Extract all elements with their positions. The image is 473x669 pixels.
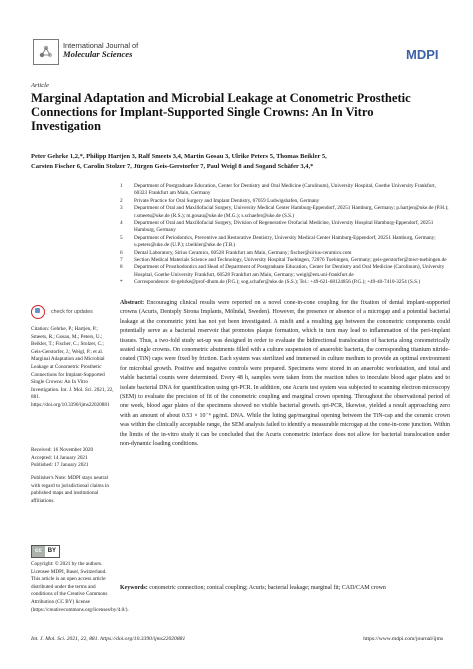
affiliation-item: 6 Dental Laboratory, Sirius Ceramics, 60528 Frankfurt am Main, Germany; fischer@sirius-ceramics.com bbox=[120, 249, 352, 256]
keywords-text: conometric connection; conical coupling; Acuris; bacterial leakage; marginal fit; CAD/CAM crown bbox=[149, 585, 386, 591]
affiliation-item: 3 Department of Oral and Maxillofacial Surgery, University Medical Center Hamburg-Eppendorf, 20251 Hamburg, Germany; p.hartjen@uke.de (P.H.); r.smeets@uke.de (R.S.); m.gosau@uke.de (M.G.); s.schaefer@uke.de (S.S.) bbox=[120, 205, 449, 219]
article-title: Marginal Adaptation and Microbial Leakage at Conometric Prosthetic Connections for Implant-Supported Single Crowns: An In Vitro Investigation bbox=[31, 91, 411, 133]
publisher-note: Publisher's Note: MDPI stays neutral with regard to jurisdictional claims in published maps and institutional affiliations. bbox=[31, 475, 109, 504]
affiliations bbox=[120, 183, 450, 287]
page-footer bbox=[31, 636, 443, 642]
correspondence: * Correspondence: dr-gehrke@prof-dhom.de (P.G.); sog.schafer@uke.de (S.S.); Tel.: +49-621-68124856 (P.G.); +49-40-7410-3254 (S.S.) bbox=[120, 279, 421, 286]
check-updates-icon bbox=[31, 305, 45, 319]
footer-citation[interactable]: Int. J. Mol. Sci. 2021, 22, 881. https://doi.org/10.3390/ijms22020881 bbox=[31, 636, 186, 642]
affiliation-item: 7 Section Medical Materials Science and Technology, University Hospital Tuebingen, 72076 Tuebingen, Germany; geis-gerstorfer@mwt-tuebingen.de bbox=[120, 257, 447, 264]
mdpi-logo-text: MDPI bbox=[406, 47, 439, 62]
by-label: BY bbox=[45, 546, 59, 557]
accepted-date: Accepted: 14 January 2021 bbox=[31, 454, 88, 461]
journal-name: Molecular Sciences bbox=[63, 49, 133, 59]
received-date: Received: 16 November 2020 bbox=[31, 447, 94, 453]
mdpi-logo[interactable] bbox=[406, 46, 440, 62]
journal-logo-icon bbox=[33, 39, 59, 65]
footer-journal-url[interactable]: https://www.mdpi.com/journal/ijms bbox=[363, 636, 443, 642]
dates-block bbox=[31, 447, 115, 470]
article-type: Article bbox=[31, 82, 49, 89]
authors-line-2: Carsten Fischer 6, Carolin Stolzer 7, Jürgen Geis-Gerstorfer 7, Paul Weigl 8 and Sogand Schäfer 3,4,* bbox=[31, 162, 314, 170]
affiliation-item: 5 Department of Periodontics, Preventive and Restorative Dentistry, University Medical Center Hamburg-Eppendorf, 20251 Hamburg, Germany; u.peters@uke.de (U.P.); t.beikler@uke.de (T.B.) bbox=[120, 234, 436, 249]
cc-label: cc bbox=[32, 546, 45, 557]
journal-prefix: International Journal of bbox=[63, 41, 139, 50]
author-list bbox=[31, 152, 443, 171]
affiliation-item: 8 Department of Prosthodontics and Head of Department of Postgraduate Education, Center for Dentistry and Oral Medicine (Carolinum), University Hospital, Goethe University Frankfurt, 60528 Frankfurt am Main, Germany; weigl@em.uni-frankfurt.de bbox=[120, 264, 445, 278]
cc-by-license-icon[interactable] bbox=[31, 545, 60, 558]
affiliation-item: 4 Department of Oral and Maxillofacial Surgery, Division of Regenerative Orofacial Medicine, University Hospital Hamburg-Eppendorf, 20251 Hamburg, Germany bbox=[120, 220, 434, 234]
check-updates-label: check for updates bbox=[51, 308, 93, 315]
keywords bbox=[120, 584, 450, 593]
abstract-label: Abstract: bbox=[120, 300, 145, 306]
check-for-updates[interactable] bbox=[31, 305, 93, 319]
affiliation-item: 2 Private Practice for Oral Surgery and Implant Dentistry, 67059 Ludwigshafen, Germany bbox=[120, 197, 320, 204]
published-date: Published: 17 January 2021 bbox=[31, 462, 89, 469]
affiliation-item: 1 Department of Postgraduate Education, Center for Dentistry and Oral Medicine (Carolinum), University Hospital, Goethe University Frankfurt, 60323 Frankfurt am Main, Germany bbox=[120, 183, 436, 197]
abstract bbox=[120, 299, 450, 450]
keywords-label: Keywords: bbox=[120, 585, 148, 591]
authors-line-1: Peter Gehrke 1,2,*, Philipp Hartjen 3, Ralf Smeets 3,4, Martin Gosau 3, Ulrike Peters 5, Thomas Beikler 5, bbox=[31, 153, 327, 160]
copyright-notice: Copyright: © 2021 by the authors. Licensee MDPI, Basel, Switzerland. This article is an open access article distributed under the terms and conditions of the Creative Commons Attribution (CC BY) license (https://creativecommons.org/licenses/by/4.0/). bbox=[31, 561, 129, 613]
abstract-text: Encouraging clinical results were reported on a novel cone-in-cone coupling for the fixation of dental implant-supported crowns (Acuris, Dentsply Sirona Implants, Mölndal, Sweden). However, the presence or absence of a microgap and a potential bacterial leakage at the conometric joint has not yet been investigated. A misfit and a resulting gap between the conometric components could potentially serve as a bacterial reservoir that promotes plaque formation, which in turn may lead to inflammation of the peri-implant tissues. Thus, a two-fold study set-up was designed in order to evaluate the bidirectional translocation of bacteria along conometrically seated single crowns. On conometric abutments filled with a culture suspension of anaerobic bacteria, the corresponding titanium nitride-coated (TiN) caps were fixed by friction. Each system was sterilized and immersed in culture medium to provide an optimal environment for microbial growth. Positive and negative controls were prepared. Specimens were stored in an anaerobic workstation, and total and viable bacterial counts were determined. Every 48 h, samples were taken from the reaction tubes to inoculate blood agar plates and to isolate bacterial DNA for quantification using qrt-PCR. In addition, one Acuris test system was subjected to scanning electron microscopy (SEM) to evaluate the precision of fit of the conometric coupling and marginal crown opening. Throughout the observational period of one week, blood agar plates of the specimens showed no visible bacterial growth. qrt-PCR, likewise, yielded a result approaching zero with an amount of about 0.53 × 10⁻⁴ μg/mL DNA. While the luting gap/marginal opening between the TiN-cap and the ceramic crown was within the clinically acceptable range, the SEM analysis failed to identify a measurable microgap at the cone-in-cone junction. Within the limits of the in-vitro study it can be concluded that the Acuris conometric interface does not allow for bacterial translocation under non-dynamic loading conditions. bbox=[120, 300, 451, 448]
citation-block: Citation: Gehrke, P.; Hartjen, P.; Smeets, R.; Gosau, M.; Peters, U.; Beikler, T.; Fischer, C.; Stolzer, C.; Geis-Gerstorfer, J.; Weigl, P.; et al. Marginal Adaptation and Microbial Leakage at Conometric Prosthetic Connections for Implant-Supported Single Crowns: An In Vitro Investigation. Int. J. Mol. Sci. 2021, 22, 881. https://doi.org/10.3390/ijms22020881 bbox=[31, 326, 114, 408]
